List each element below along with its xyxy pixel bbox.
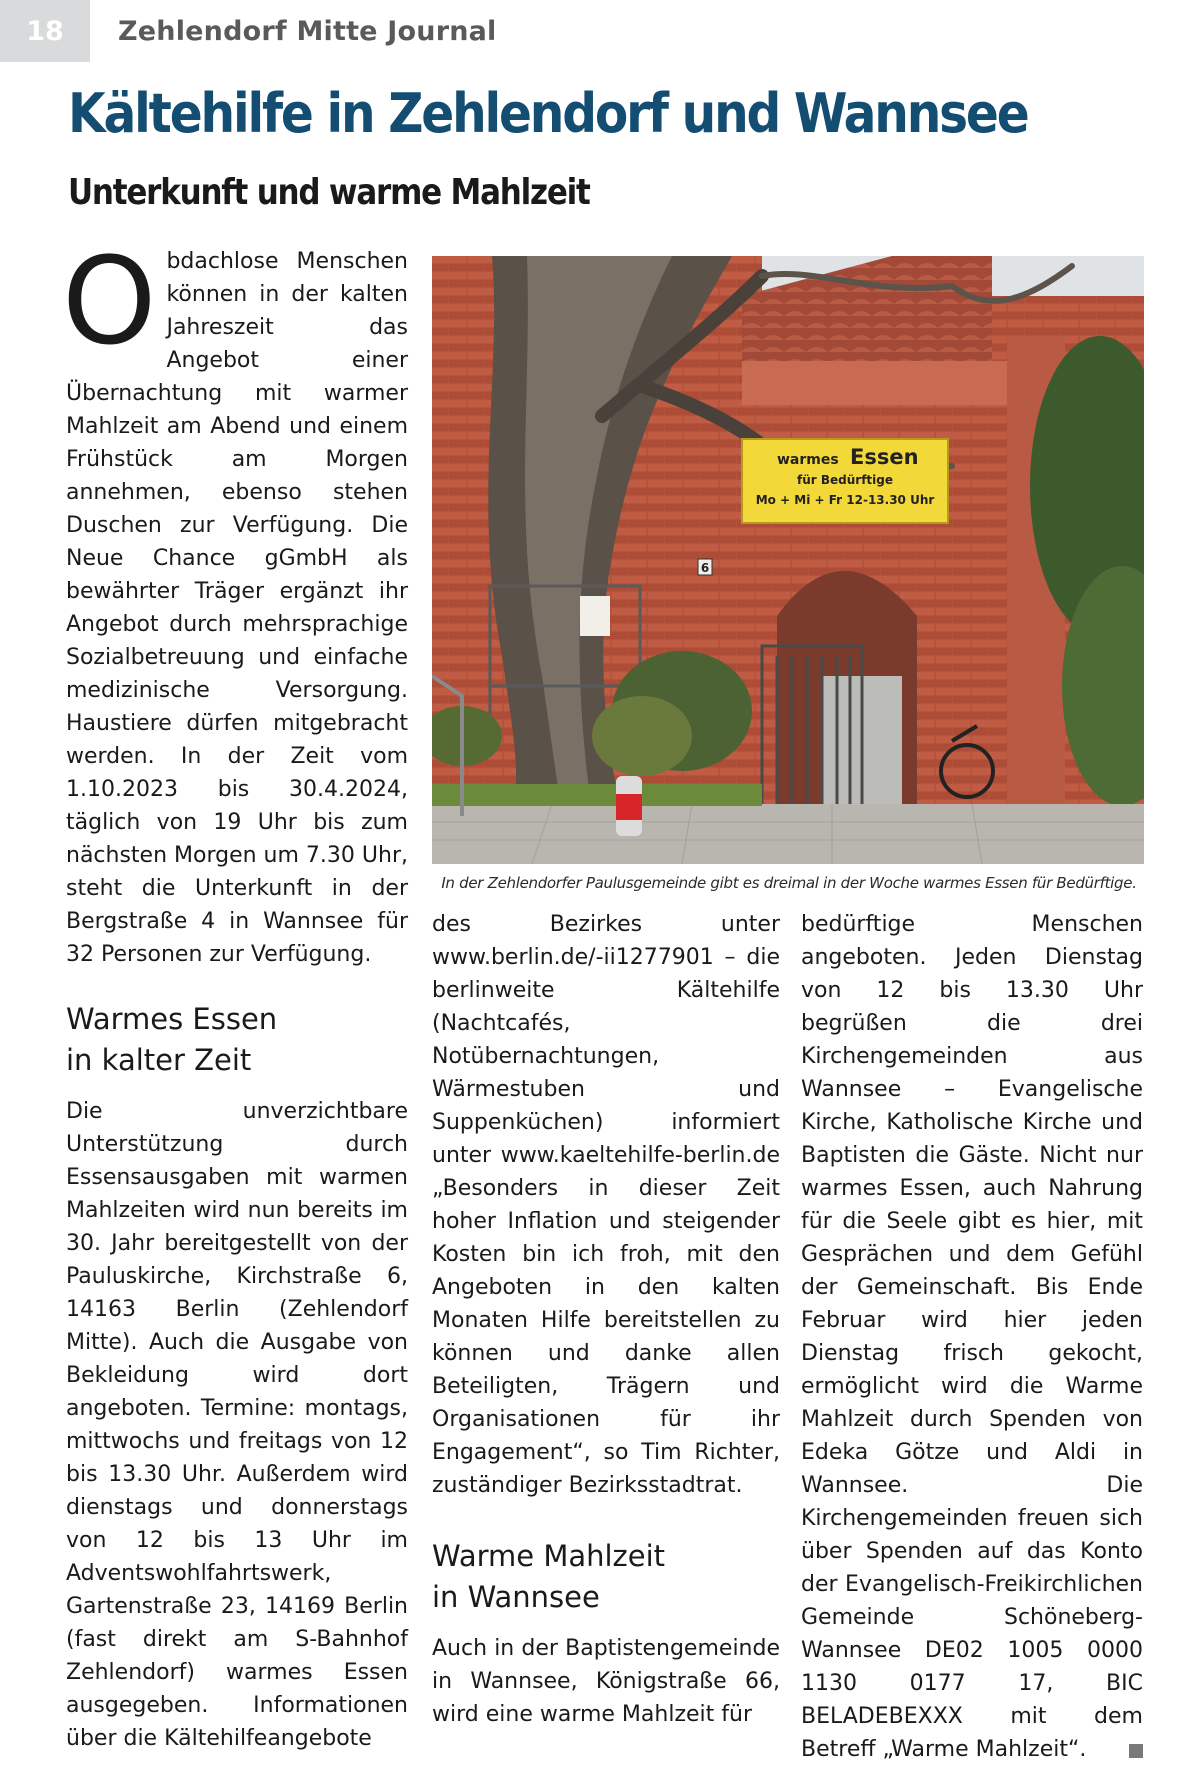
column-3 (801, 908, 1143, 1766)
column-2 (432, 908, 780, 1731)
journal-name: Zehlendorf Mitte Journal (118, 16, 497, 47)
article-photo (432, 256, 1144, 864)
banner-text-essen: Essen (850, 445, 919, 469)
column-1 (62, 233, 408, 1755)
article-title: Kältehilfe in Zehlendorf und Wannsee (68, 82, 1028, 145)
banner-text-warmes: warmes (777, 452, 839, 468)
photo-caption: In der Zehlendorfer Paulusgemeinde gibt es dreimal in der Woche warmes Essen für Bedürftige. (441, 874, 1137, 892)
page-number: 18 (0, 0, 90, 62)
col2-paragraph: des Bezirkes unter www.berlin.de/-ii1277901 – die berlinweite Kältehilfe (Nachtcafés, Notübernachtungen, Wärmestuben und Suppenküchen) informiert unter www.kaeltehilfe-berlin.de „Besonders in dieser Zeit hoher Inflation und steigender Kosten bin ich froh, mit den Angeboten in den kalten Monaten Hilfe bereitstellen zu können und danke allen Beteiligten, Trägern und Organisationen für ihr Engagement“, so Tim Richter, zuständiger Bezirksstadtrat. (432, 912, 780, 1498)
section1-paragraph: Die unverzichtbare Unterstützung durch Essensausgaben mit warmen Mahlzeiten wird nun bereits im 30. Jahr bereitgestellt von der Pauluskirche, Kirchstraße 6, 14163 Berlin (Zehlendorf Mitte). Auch die Ausgabe von Bekleidung wird dort angeboten. Termine: montags, mittwochs und freitags von 12 bis 13.30 Uhr. Außerdem wird dienstags und donnerstags von 12 bis 13 Uhr im Adventswohlfahrtswerk, Gartenstraße 23, 14169 Berlin (fast direkt am S-Bahnhof Zehlendorf) warmes Essen ausgegeben. Informationen über die Kältehilfeangebote (66, 1099, 408, 1751)
intro-paragraph: bdachlose Menschen können in der kalten Jahreszeit das Angebot einer Übernachtung mit warmer Mahlzeit am Abend und einem Frühstück am Morgen annehmen, ebenso stehen Duschen zur Verfügung. Die Neue Chance gGmbH als bewährter Träger ergänzt ihr Angebot durch mehrsprachige Sozialbetreuung und einfache medizinische Versorgung. Haustiere dürfen mitgebracht werden. In der Zeit vom 1.10.2023 bis 30.4.2024, täglich von 19 Uhr bis zum nächsten Morgen um 7.30 Uhr, steht die Unterkunft in der Bergstraße 4 in Wannsee für 32 Personen zur Verfügung. (66, 249, 408, 967)
section-heading-warmes-essen: Warmes Essen in kalter Zeit (66, 1002, 278, 1077)
section-heading-warme-mahlzeit: Warme Mahlzeit in Wannsee (432, 1539, 666, 1614)
article-subtitle: Unterkunft und warme Mahlzeit (68, 172, 590, 213)
end-mark-icon (1129, 1744, 1143, 1758)
house-number: 6 (700, 561, 710, 575)
col3-paragraph: bedürftige Menschen angeboten. Jeden Dienstag von 12 bis 13.30 Uhr begrüßen die drei Kirchengemeinden aus Wannsee – Evangelische Kirche, Katholische Kirche und Baptisten die Gäste. Nicht nur warmes Essen, auch Nahrung für die Seele gibt es hier, mit Gesprächen und dem Gefühl der Gemeinschaft. Bis Ende Februar wird hier jeden Dienstag frisch gekocht, ermöglicht wird die Warme Mahlzeit durch Spenden von Edeka Götze und Aldi in Wannsee. Die Kirchengemeinden freuen sich über Spenden auf das Konto der Evangelisch-Freikirchlichen Gemeinde Schöneberg-Wannsee DE02 1005 0000 1130 0177 17, BIC BELADEBEXXX mit dem Betreff „Warme Mahlzeit“. (801, 912, 1143, 1762)
banner-text-beduerftige: für Bedürftige (797, 473, 893, 487)
drop-cap: O (62, 233, 157, 372)
banner-text-times: Mo + Mi + Fr 12-13.30 Uhr (755, 493, 935, 507)
section2-paragraph: Auch in der Baptistengemeinde in Wannsee, Königstraße 66, wird eine warme Mahlzeit für (432, 1636, 780, 1727)
